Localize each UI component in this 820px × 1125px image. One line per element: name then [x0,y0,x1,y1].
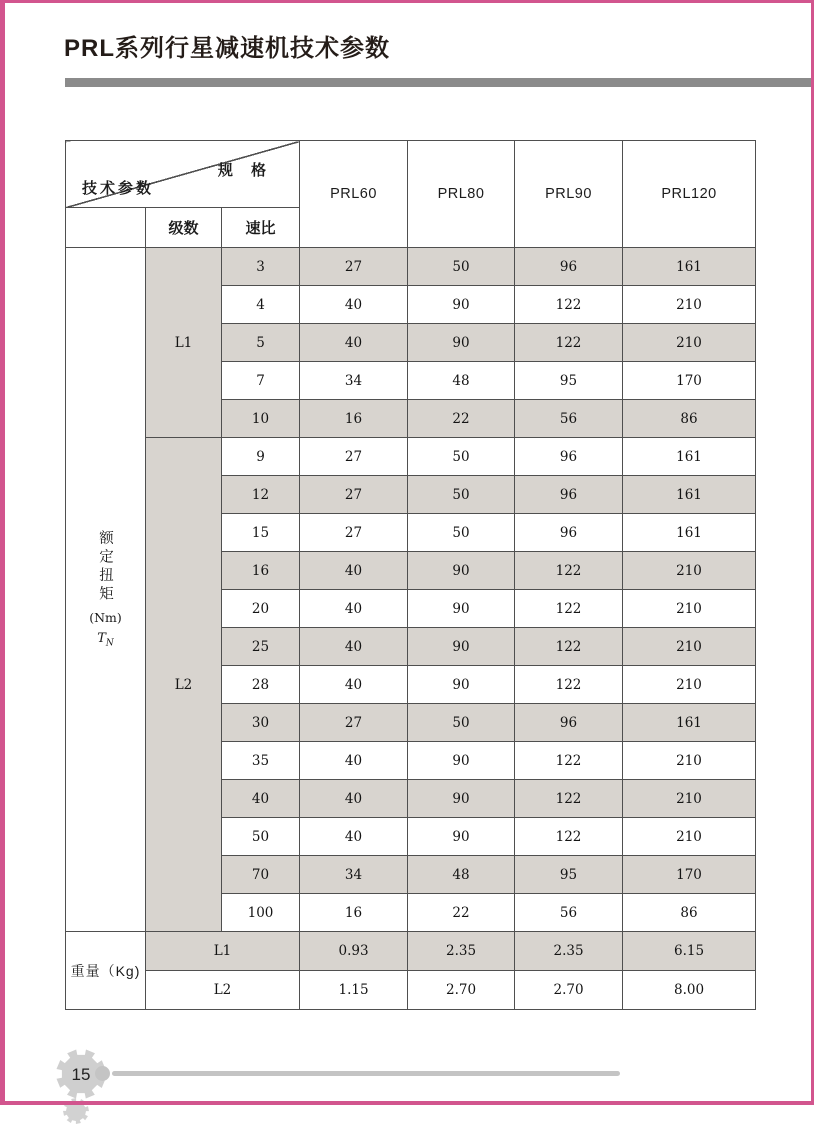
stage-cell-L2: L2 [146,438,222,932]
torque-value-cell: 90 [408,552,515,590]
torque-value-cell: 96 [515,438,623,476]
ratio-cell: 16 [222,552,300,590]
torque-value-cell: 90 [408,628,515,666]
bottom-edge-gear-icon [62,1097,90,1125]
torque-value-cell: 50 [408,514,515,552]
ratio-cell: 5 [222,324,300,362]
weight-value-cell: 2.70 [515,971,623,1010]
torque-symbol: $T_N$ [97,631,114,649]
torque-value-cell: 122 [515,552,623,590]
torque-value-cell: 40 [300,780,408,818]
ratio-cell: 12 [222,476,300,514]
torque-value-cell: 122 [515,818,623,856]
torque-value-cell: 90 [408,742,515,780]
torque-label-vertical: 额定扭矩 [97,530,113,605]
footer-dot-icon [95,1066,110,1081]
weight-value-cell: 2.35 [408,932,515,971]
torque-value-cell: 96 [515,476,623,514]
torque-value-cell: 161 [623,704,756,742]
torque-value-cell: 122 [515,666,623,704]
torque-value-cell: 90 [408,780,515,818]
ratio-cell: 30 [222,704,300,742]
weight-value-cell: 6.15 [623,932,756,971]
ratio-cell: 100 [222,894,300,932]
weight-value-cell: 2.70 [408,971,515,1010]
torque-value-cell: 56 [515,400,623,438]
torque-value-cell: 210 [623,628,756,666]
torque-value-cell: 22 [408,894,515,932]
ratio-cell: 28 [222,666,300,704]
page-number: 15 [71,1065,91,1084]
torque-value-cell: 48 [408,856,515,894]
ratio-cell: 4 [222,286,300,324]
weight-label-cell: 重量（Kg) [66,932,146,1010]
torque-value-cell: 40 [300,818,408,856]
subheader-ratio: 速比 [222,208,300,248]
column-header: PRL80 [408,141,515,248]
ratio-cell: 70 [222,856,300,894]
torque-value-cell: 27 [300,704,408,742]
torque-value-cell: 40 [300,324,408,362]
torque-value-cell: 161 [623,514,756,552]
torque-value-cell: 210 [623,324,756,362]
spec-table [65,140,756,1010]
ratio-cell: 20 [222,590,300,628]
torque-value-cell: 50 [408,438,515,476]
torque-value-cell: 122 [515,590,623,628]
torque-value-cell: 40 [300,742,408,780]
torque-value-cell: 95 [515,856,623,894]
torque-value-cell: 210 [623,780,756,818]
ratio-cell: 35 [222,742,300,780]
torque-value-cell: 161 [623,248,756,286]
corner-label-params: 技术参数 [82,180,155,197]
torque-value-cell: 170 [623,362,756,400]
torque-value-cell: 122 [515,780,623,818]
weight-value-cell: 1.15 [300,971,408,1010]
diagonal-header-cell [66,141,300,208]
torque-label-cell [66,248,146,932]
torque-value-cell: 56 [515,894,623,932]
ratio-cell: 15 [222,514,300,552]
torque-value-cell: 210 [623,742,756,780]
torque-value-cell: 122 [515,742,623,780]
ratio-cell: 40 [222,780,300,818]
subheader-stage: 级数 [146,208,222,248]
title-underline-bar [65,78,812,87]
torque-value-cell: 40 [300,552,408,590]
torque-value-cell: 210 [623,666,756,704]
torque-value-cell: 96 [515,704,623,742]
torque-value-cell: 40 [300,666,408,704]
ratio-cell: 7 [222,362,300,400]
torque-value-cell: 22 [408,400,515,438]
torque-value-cell: 34 [300,362,408,400]
torque-value-cell: 95 [515,362,623,400]
torque-value-cell: 161 [623,476,756,514]
torque-value-cell: 210 [623,590,756,628]
torque-value-cell: 50 [408,248,515,286]
torque-value-cell: 161 [623,438,756,476]
torque-value-cell: 27 [300,248,408,286]
torque-value-cell: 210 [623,552,756,590]
weight-stage-cell: L2 [146,971,300,1010]
corner-label-spec: 规 格 [217,162,274,179]
torque-value-cell: 122 [515,628,623,666]
torque-value-cell: 27 [300,438,408,476]
torque-value-cell: 122 [515,286,623,324]
column-header: PRL120 [623,141,756,248]
torque-value-cell: 90 [408,324,515,362]
weight-value-cell: 0.93 [300,932,408,971]
torque-value-cell: 40 [300,590,408,628]
torque-value-cell: 50 [408,704,515,742]
ratio-cell: 3 [222,248,300,286]
torque-value-cell: 27 [300,476,408,514]
torque-value-cell: 90 [408,818,515,856]
torque-value-cell: 210 [623,818,756,856]
ratio-cell: 10 [222,400,300,438]
torque-value-cell: 27 [300,514,408,552]
torque-value-cell: 16 [300,894,408,932]
weight-value-cell: 2.35 [515,932,623,971]
ratio-cell: 9 [222,438,300,476]
torque-value-cell: 170 [623,856,756,894]
empty-header-cell [66,208,146,248]
weight-stage-cell: L1 [146,932,300,971]
torque-unit: (Nm) [89,610,122,626]
column-header: PRL90 [515,141,623,248]
torque-value-cell: 90 [408,286,515,324]
torque-value-cell: 96 [515,248,623,286]
torque-value-cell: 210 [623,286,756,324]
torque-value-cell: 16 [300,400,408,438]
torque-value-cell: 34 [300,856,408,894]
weight-value-cell: 8.00 [623,971,756,1010]
page-title: PRL系列行星减速机技术参数 [64,35,390,62]
stage-cell-L1: L1 [146,248,222,438]
torque-value-cell: 50 [408,476,515,514]
footer-rule-line [112,1071,620,1076]
torque-value-cell: 40 [300,628,408,666]
torque-value-cell: 96 [515,514,623,552]
torque-value-cell: 48 [408,362,515,400]
torque-value-cell: 86 [623,400,756,438]
torque-value-cell: 40 [300,286,408,324]
column-header: PRL60 [300,141,408,248]
ratio-cell: 25 [222,628,300,666]
ratio-cell: 50 [222,818,300,856]
torque-value-cell: 86 [623,894,756,932]
torque-value-cell: 90 [408,666,515,704]
torque-value-cell: 122 [515,324,623,362]
torque-value-cell: 90 [408,590,515,628]
